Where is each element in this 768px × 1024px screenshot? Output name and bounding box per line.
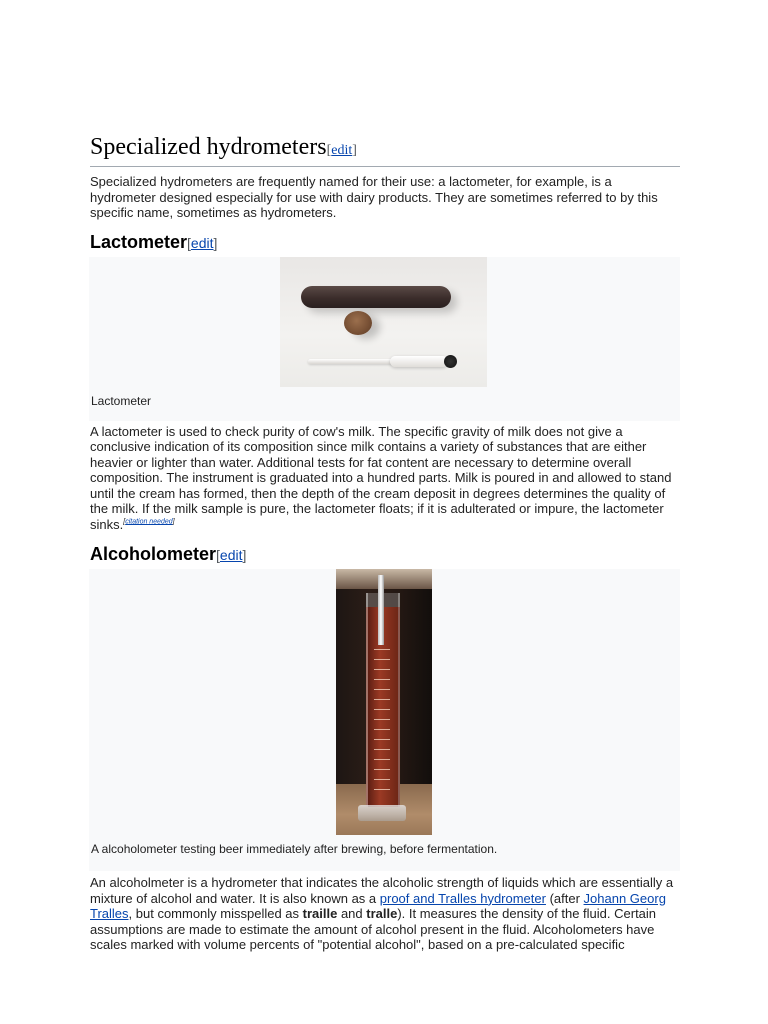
text-run: and xyxy=(337,906,367,921)
alcoholometer-title: Alcoholometer xyxy=(90,544,217,564)
scale-ticks-icon xyxy=(374,649,390,799)
johann-georg-tralles-link[interactable]: Johann Georg Tralles xyxy=(90,890,666,921)
background-icon xyxy=(336,569,432,589)
section-heading-lactometer xyxy=(90,231,680,254)
citation: [citation needed] xyxy=(123,518,175,526)
bold-term: tralle xyxy=(366,906,398,921)
edit-link[interactable]: edit xyxy=(331,143,353,158)
text-run: , but commonly misspelled as xyxy=(128,906,303,921)
lactometer-photo[interactable] xyxy=(280,257,487,387)
edit-section: [edit] xyxy=(326,143,357,158)
glass-bulb-icon xyxy=(390,356,448,367)
lactometer-text: A lactometer is used to check purity of cow's milk. The specific gravity of milk does not give a conclusive indication of its composition since milk contains a variety of substances that are either heavier or lighter than water. Additional tests for fat content are necessary to determine overall composition. The instrument is graduated into a hundred parts. Milk is poured in and allowed to stand until the cream has formed, then the depth of the cream deposit in degrees determines the quality of the milk. If the milk sample is pure, the lactometer floats; if it is adulterated or impure, the lactometer sinks. xyxy=(90,423,672,532)
text-run: An alcoholmeter is a hydrometer that indicates the alcoholic strength of liquids which are essentially a mixture of alcohol and water. It is also known as a xyxy=(90,875,674,906)
lactometer-figure xyxy=(89,257,680,421)
lactometer-paragraph xyxy=(90,424,680,533)
glass-weight-icon xyxy=(444,355,457,368)
proof-tralles-link[interactable]: proof and Tralles hydrometer xyxy=(379,890,546,906)
article-content xyxy=(90,133,680,953)
edit-link[interactable]: edit xyxy=(219,547,243,563)
alcoholometer-caption: A alcoholometer testing beer immediately after brewing, before fermentation. xyxy=(91,842,498,856)
lactometer-title: Lactometer xyxy=(90,231,188,252)
lactometer-caption: Lactometer xyxy=(91,393,152,408)
edit-section: [edit] xyxy=(216,547,247,563)
hydrometer-stem-icon xyxy=(378,575,384,645)
cardboard-tube-icon xyxy=(301,286,451,308)
citation-needed-link[interactable]: citation needed xyxy=(125,518,173,526)
cylinder-base-icon xyxy=(358,805,406,821)
edit-link[interactable]: edit xyxy=(190,234,214,251)
intro-paragraph: Specialized hydrometers are frequently named for their use: a lactometer, for example, is a hydrometer designed especially for use with dairy products. They are sometimes referred to by this specific name, sometimes as hydrometers. xyxy=(90,174,658,220)
section-heading-alcoholometer xyxy=(90,543,680,566)
text-run: (after xyxy=(545,890,584,906)
section-heading-specialized xyxy=(90,133,680,167)
alcoholometer-paragraph xyxy=(90,875,680,953)
cork-icon xyxy=(344,311,372,335)
alcoholometer-photo[interactable] xyxy=(336,569,432,835)
edit-section: [edit] xyxy=(187,234,218,251)
alcoholometer-figure xyxy=(89,569,680,871)
bold-term: traille xyxy=(302,906,338,921)
section-title: Specialized hydrometers xyxy=(90,134,327,160)
text-run: ). It measures the density of the fluid. Certain assumptions are made to estimate the amount of alcohol present in the fluid. Alcoholometers have scales marked with volume percents of "potential alcohol", based on a pre-calculated specific xyxy=(90,906,657,952)
